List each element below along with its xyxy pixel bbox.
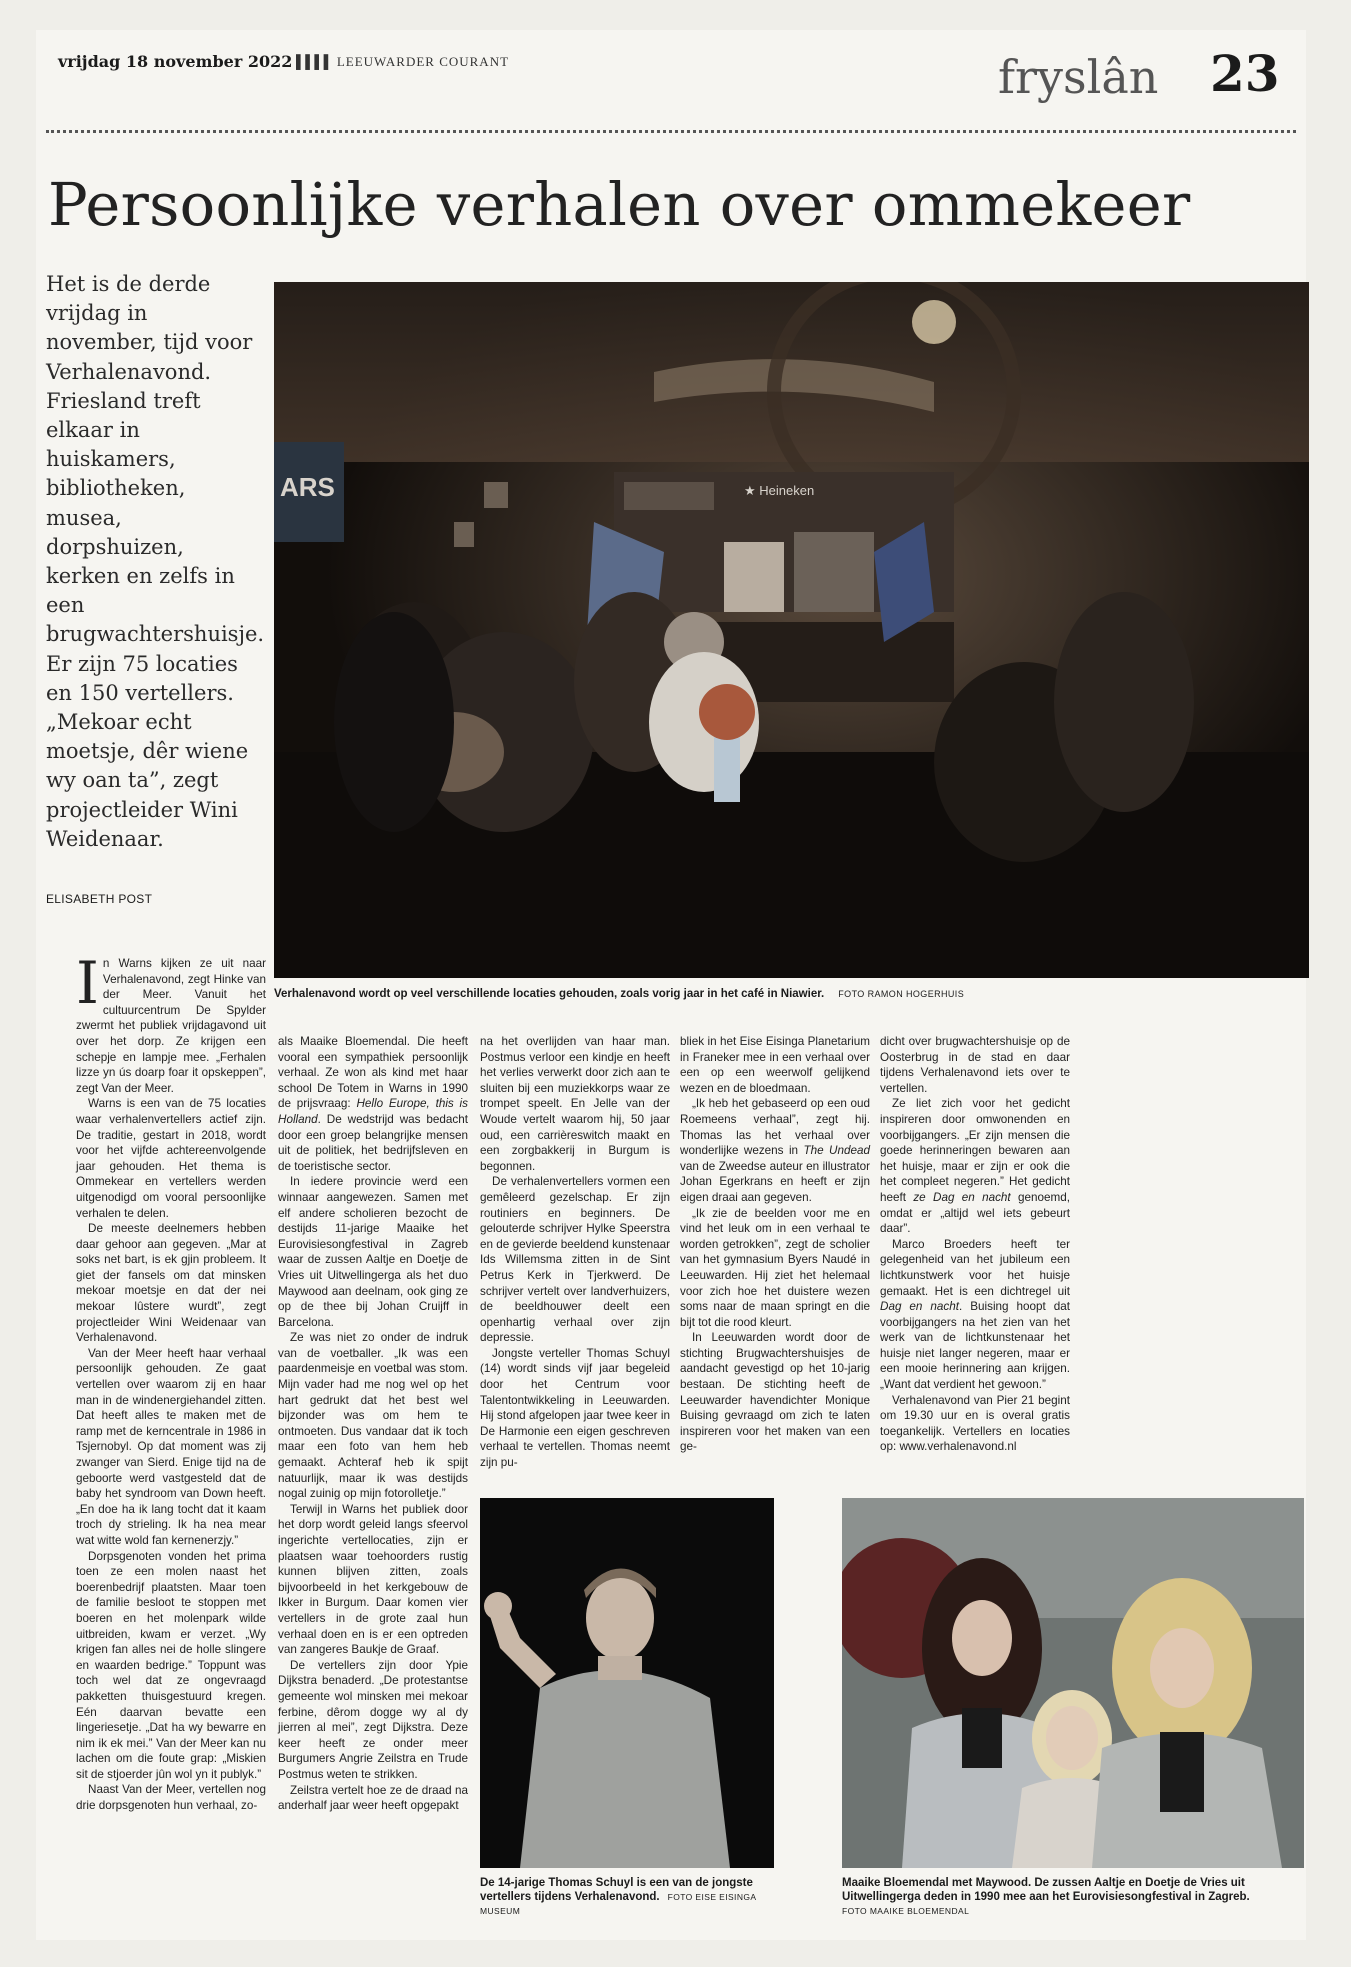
paragraph: Dorpsgenoten vonden het prima toen ze een molen naast het boerenbedrijf plaatsten. Maar toen de familie besloot te stoppen met boeren en het molenpark wilde uitbreiden, kwam er verzet. „Wy krigen fan alles nei de holle slingere en waarden bedrige.” Toppunt was toch wel dat ze ongevraagd pakketten thuisgestuurd kregen. Eén daarvan bevatte een lingeriesetje. „Dat ha wy bewarre en nim ik ek mei.” Van der Meer kan nu lachen om die foute grap: „Miskien sit de stjoerder jûn wol yn it publyk.” bbox=[76, 1549, 266, 1781]
paragraph: In iedere provincie werd een winnaar aangewezen. Samen met elf andere scholieren bezocht de destijds 11-jarige Maaike het Eurovisiesongfestival in Zagreb waar de zussen Aaltje en Doetje de Vries uit Uitwellingerga als het duo Maywood aan deelnam, ook ging ze op de thee bij Johan Cruijff in Barcelona. bbox=[278, 1175, 468, 1329]
paragraph-text: „Ik heb het gebaseerd op een oud Roemeens verhaal”, zegt hij. Thomas las het verhaal over wonderlijke wezens in bbox=[680, 1097, 870, 1158]
newspaper-name bbox=[296, 54, 509, 70]
italic-title: Dag en nacht bbox=[880, 1300, 959, 1314]
paragraph: De meeste deelnemers hebben daar gehoor aan gegeven. „Mar at soks net bart, is ek gjin probleem. It giet der fansels om dat minsken mekoar moetsje en dat der nei mekoar lûstere wurdt”, zegt projectleider Wini Weidenaar van Verhalenavond. bbox=[76, 1222, 266, 1345]
article-column-2 bbox=[278, 1034, 468, 1814]
article-column-5 bbox=[880, 1034, 1070, 1455]
paragraph: De verhalenvertellers vormen een gemêleerd gezelschap. Er zijn routiniers en beginners. De gelouterde schrijver Hylke Speerstra en de gevierde beeldend kunstenaar Ids Willemsma zitten in de Sint Petrus Kerk in Tjerkwerd. De schrijver vertelt over landverhuizers, de beeldhouwer deelt een openhartig verhaal over zijn depressie. bbox=[480, 1175, 670, 1345]
italic-title: The Undead bbox=[803, 1144, 870, 1158]
main-photo-caption bbox=[274, 988, 1309, 1000]
maywood-photo bbox=[842, 1498, 1304, 1868]
thomas-schuyl-photo bbox=[480, 1498, 774, 1868]
storyteller-illustration bbox=[480, 1498, 774, 1868]
boy-photo-credit: FOTO EISE EISINGA MUSEUM bbox=[480, 1892, 756, 1916]
paragraph-text: . Buising hoopt dat voorbijgangers na het zien van het werk van de lichtkunstenaar het huisje niet langer negeren, maar er een mooie herinnering aan krijgen. „Want dat verdient het gewoon.” bbox=[880, 1300, 1070, 1392]
paragraph-text: n Warns kijken ze uit naar Verhalenavond, zegt Hinke van der Meer. Vanuit het cultuurcentrum De Spylder zwermt het publiek vrijdagavond uit over het dorp. Ze krijgen een schepje en lampje mee. „Ferhalen lizze yn ús doarp foar it opskeppen”, zegt Van der Meer. bbox=[76, 957, 266, 1095]
cafe-scene-illustration bbox=[274, 282, 1309, 978]
paragraph: „Ik zie de beelden voor me en vind het leuk om in een verhaal te worden getrokken”, zegt de scholier van het gymnasium Byers Naudé in Leeuwarden. Hij ziet het helemaal voor zich hoe het duistere wezen soms naar de maan springt en die bijt tot die rood kleurt. bbox=[680, 1206, 870, 1329]
sign-text-left: ARS bbox=[280, 472, 335, 502]
paragraph bbox=[680, 1096, 870, 1205]
italic-title: Hello Europe, this is Holland bbox=[278, 1097, 468, 1126]
paragraph-text: van de Zweedse auteur en illustrator Johan Egerkrans en heeft er zijn eigen draai aan gegeven. bbox=[680, 1159, 870, 1204]
paragraph bbox=[278, 1034, 468, 1174]
paragraph bbox=[880, 1237, 1070, 1393]
masthead bbox=[48, 42, 1298, 122]
paragraph-text: . De wedstrijd was bedacht door een groep belangrijke mensen uit de politiek, het bedrijfsleven en de toeristische sector. bbox=[278, 1112, 468, 1173]
paragraph: Ze was niet zo onder de indruk van de voetballer. „Ik was een paardenmeisje en voetbal was stom. Mijn vader had me nog wel op het hart gedrukt dat het best wel bijzonder was om hem te ontmoeten. Dus vandaar dat ik toch maar een foto van hem heb gemaakt. Achteraf heb ik spijt natuurlijk, maar ik was destijds nogal zuinig op mijn fotorolletje.” bbox=[278, 1331, 468, 1501]
paragraph: Warns is een van de 75 locaties waar verhalenvertellers actief zijn. De traditie, gestart in 2018, wordt voor het vijfde achtereenvolgende jaar gehouden. Het thema is Ommekear en vertellers werden uitgenodigd om vooral persoonlijke verhalen te delen. bbox=[76, 1097, 266, 1220]
paragraph bbox=[880, 1096, 1070, 1236]
main-caption-text: Verhalenavond wordt op veel verschillende locaties gehouden, zoals vorig jaar in het café in Niawier. bbox=[274, 988, 825, 1000]
paragraph: na het overlijden van haar man. Postmus verloor een kindje en heeft het verlies verwerkt door zich aan te sluiten bij een muziekkorps waar ze trompet speelt. En Jelle van der Woude vertelt waarom hij, 50 jaar oud, een carrièreswitch maakt en een zorgbakkerij in Burgum is begonnen. bbox=[480, 1035, 670, 1173]
article-column-3 bbox=[480, 1034, 670, 1471]
paragraph: De vertellers zijn door Ypie Dijkstra benaderd. „De protestantse gemeente wol minsken mei mekoar ferbine, dêrom dogge wy al dy jierren al mei”, zegt Dijkstra. Deze keer heeft ze onder meer Burgumers Angrie Zeilstra en Trude Postmus weten te strikken. bbox=[278, 1658, 468, 1781]
paragraph: Naast Van der Meer, vertellen nog drie dorpsgenoten hun verhaal, zo- bbox=[76, 1783, 266, 1813]
newspaper-title: LEEUWARDER COURANT bbox=[336, 54, 510, 69]
paragraph-text: Marco Broeders heeft ter gelegenheid van het jubileum een lichtkunstwerk voor het huisje gemaakt. Het is een dichtregel uit bbox=[880, 1237, 1070, 1298]
section-name: fryslân bbox=[998, 50, 1159, 104]
paragraph: dicht over brugwachtershuisje op de Oosterbrug in de stad en daar tijdens Verhalenavond iets over te vertellen. bbox=[880, 1035, 1070, 1095]
maywood-photo-caption bbox=[842, 1876, 1304, 1918]
boy-caption-text: De 14-jarige Thomas Schuyl is een van de jongste vertellers tijdens Verhalenavond. bbox=[480, 1877, 753, 1903]
thomas-photo-caption bbox=[480, 1876, 774, 1918]
italic-title: ze Dag en nacht bbox=[913, 1190, 1011, 1204]
dotted-divider bbox=[46, 130, 1296, 133]
paragraph-text: genoemd, omdat er „altijd wel iets gebeurt daar”. bbox=[880, 1190, 1070, 1236]
trio-illustration bbox=[842, 1498, 1304, 1868]
paragraph bbox=[76, 949, 266, 1096]
article-column-1 bbox=[76, 949, 266, 1814]
masthead-bars: ▌▌▌▌ bbox=[296, 54, 333, 69]
paragraph: Van der Meer heeft haar verhaal persoonlijk gehouden. Ze gaat vertellen over waarom zij en haar man in de windenergiehandel zitten. Dat heeft alles te maken met de ramp met de kerncentrale in 1986 in Tsjernobyl. Op dat moment was zij zwanger van Sierd. Enige tijd na de geboorte werd vastgesteld dat de baby het syndroom van Down heeft. „En doe ha ik lang tocht dat it kaam troch dy strieling. Ik ha nea mear wat witte wold fan kernenerzjy.” bbox=[76, 1346, 266, 1547]
byline: ELISABETH POST bbox=[46, 892, 153, 906]
trio-caption-text: Maaike Bloemendal met Maywood. De zussen Aaltje en Doetje de Vries uit Uitwellingerga deden in 1990 mee aan het Eurovisiesongfestival in Zagreb. bbox=[842, 1877, 1250, 1903]
issue-date: vrijdag 18 november 2022 bbox=[58, 52, 293, 71]
article-column-4 bbox=[680, 1034, 870, 1455]
main-photo-credit: FOTO RAMON HOGERHUIS bbox=[838, 989, 965, 999]
paragraph: Terwijl in Warns het publiek door het dorp wordt geleid langs sfeervol ingerichte vertellocaties, zijn er plaatsen waar toehoorders rustig kunnen blijven zitten, zoals bijvoorbeeld in het kerkgebouw de Ikker in Burgum. Daar komen vier vertellers in de grote zaal hun verhaal doen en is er een optreden van zangeres Baukje de Graaf. bbox=[278, 1502, 468, 1657]
newspaper-page bbox=[36, 30, 1306, 1940]
intro-text: Het is de derde vrijdag in november, tijd voor Verhalenavond. Friesland treft elkaar in huiskamers, bibliotheken, musea, dorpshuizen, kerken en zelfs in een brugwachtershuisje. Er zijn 75 locaties en 150 vertellers. „Mekoar echt moetsje, dêr wiene wy oan ta”, zegt projectleider Wini Weidenaar. bbox=[46, 272, 265, 851]
main-photo bbox=[274, 282, 1309, 978]
headline: Persoonlijke verhalen over ommekeer bbox=[48, 170, 1191, 239]
paragraph-text: Ze liet zich voor het gedicht inspireren door omwonenden en voorbijgangers. „Er zijn mensen die goede herinneringen bewaren aan het huisje, maar er zijn er ook die het compleet negeren.” Het gedicht heeft bbox=[880, 1097, 1070, 1204]
dropcap: I bbox=[76, 949, 99, 1017]
paragraph: Jongste verteller Thomas Schuyl (14) wordt sinds vijf jaar begeleid door het Centrum voor Talentontwikkeling in Leeuwarden. Hij stond afgelopen jaar twee keer in De Harmonie een eigen geschreven verhaal te vertellen. Thomas neemt zijn pu- bbox=[480, 1346, 670, 1470]
paragraph: bliek in het Eise Eisinga Planetarium in Franeker mee in een verhaal over een op een weerwolf gelijkend wezen en de bloedmaan. bbox=[680, 1035, 870, 1095]
paragraph: Zeilstra vertelt hoe ze de draad na anderhalf jaar weer heeft opgepakt bbox=[278, 1783, 468, 1813]
sign-text-bar: ★ Heineken bbox=[744, 483, 815, 498]
paragraph: Verhalenavond van Pier 21 begint om 19.30 uur en is overal gratis toegankelijk. Vertellers en locaties op: www.verhalenavond.nl bbox=[880, 1393, 1070, 1454]
paragraph-text: als Maaike Bloemendal. Die heeft vooral een sympathiek persoonlijk verhaal. Ze won als kind met haar school De Totem in Warns in 1990 de prijsvraag: bbox=[278, 1035, 468, 1111]
trio-photo-credit: FOTO MAAIKE BLOEMENDAL bbox=[842, 1906, 970, 1916]
page-number: 23 bbox=[1210, 44, 1280, 103]
paragraph: In Leeuwarden wordt door de stichting Brugwachtershuisjes de aandacht gevestigd op het 10-jarig bestaan. De stichting heeft de Leeuwarder havendichter Monique Buising gevraagd om zich te laten inspireren voor het maken van een ge- bbox=[680, 1331, 870, 1454]
